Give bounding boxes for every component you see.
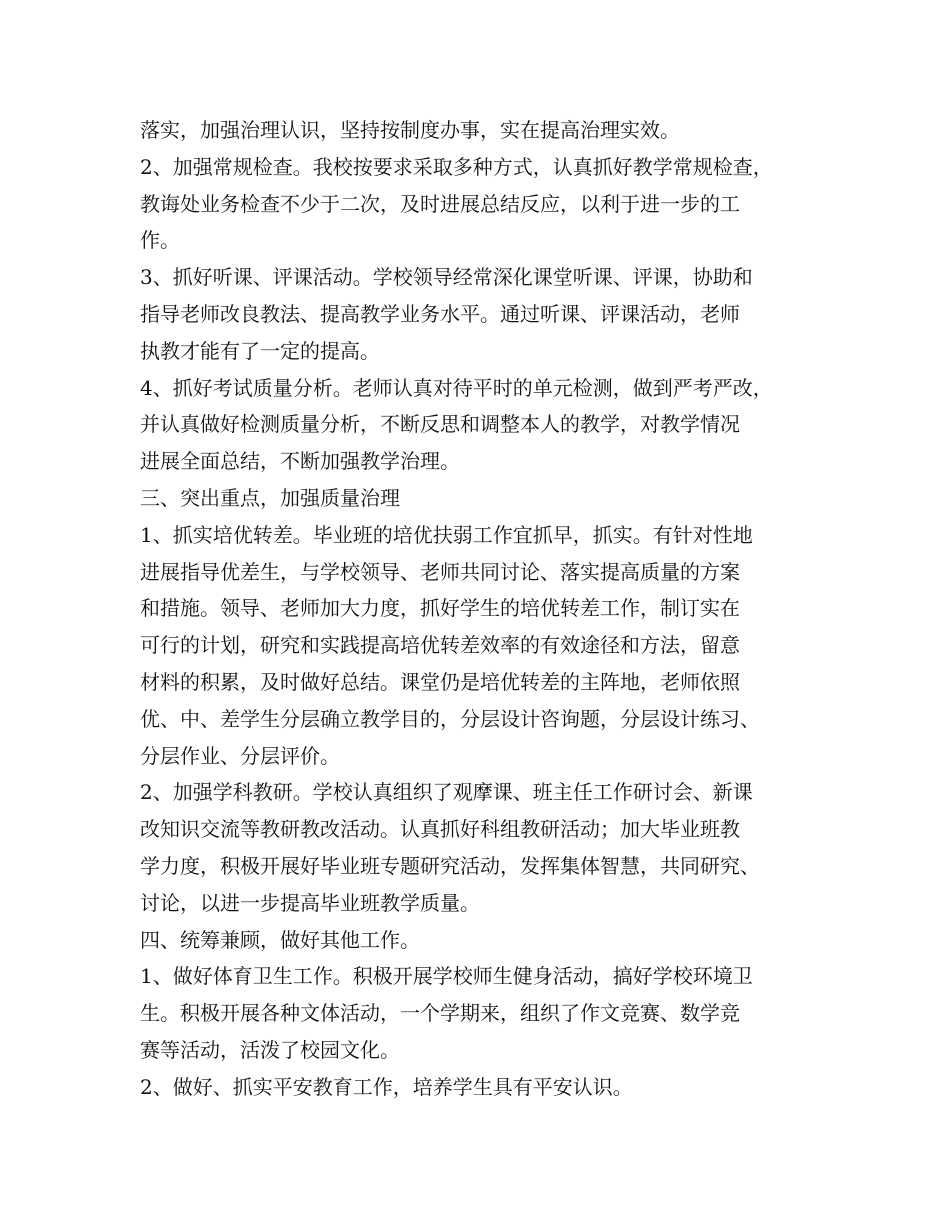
text-line-16: 材料的积累，及时做好总结。课堂仍是培优转差的主阵地，老师依照 [140,669,740,694]
text-line-9: 并认真做好检测质量分析，不断反思和调整本人的教学，对教学情况 [140,412,740,437]
text-line-21: 学力度，积极开展好毕业班专题研究活动，发挥集体智慧，共同研究、 [140,853,760,878]
document-body [140,112,830,1106]
text-line-18: 分层作业、分层评价。 [140,743,340,768]
text-line-15: 可行的计划，研究和实践提高培优转差效率的有效途径和方法，留意 [140,633,740,658]
text-line-22: 讨论，以进一步提高毕业班教学质量。 [140,890,480,915]
text-line-19: 2、加强学科教研。学校认真组织了观摩课、班主任工作研讨会、新课 [140,780,753,805]
text-line-14: 和措施。领导、老师加大力度，抓好学生的培优转差工作，制订实在 [140,596,740,621]
text-line-20: 改知识交流等教研教改活动。认真抓好科组教研活动；加大毕业班教 [140,817,740,842]
text-line-25: 生。积极开展各种文体活动，一个学期来，组织了作文竞赛、数学竞 [140,1001,740,1026]
text-line-4: 作。 [140,228,180,253]
text-line-27: 2、做好、抓实平安教育工作，培养学生具有平安认识。 [140,1074,633,1099]
text-line-3: 教诲处业务检查不少于二次，及时进展总结反应，以利于进一步的工 [140,191,740,216]
text-line-2: 2、加强常规检查。我校按要求采取多种方式，认真抓好教学常规检查， [140,154,773,179]
text-line-17: 优、中、差学生分层确立教学目的，分层设计咨询题，分层设计练习、 [140,706,760,731]
text-line-8: 4、抓好考试质量分析。老师认真对待平时的单元检测，做到严考严改， [140,375,773,400]
text-line-6: 指导老师改良教法、提高教学业务水平。通过听课、评课活动，老师 [140,301,740,326]
text-line-24: 1、做好体育卫生工作。积极开展学校师生健身活动，搞好学校环境卫 [140,964,753,989]
text-line-12: 1、抓实培优转差。毕业班的培优扶弱工作宜抓早，抓实。有针对性地 [140,522,753,547]
text-line-26: 赛等活动，活泼了校园文化。 [140,1037,400,1062]
text-line-1: 落实，加强治理认识，坚持按制度办事，实在提高治理实效。 [140,118,680,142]
text-line-13: 进展指导优差生，与学校领导、老师共同讨论、落实提高质量的方案 [140,559,740,584]
text-line-5: 3、抓好听课、评课活动。学校领导经常深化课堂听课、评课，协助和 [140,265,753,290]
text-line-7: 执教才能有了一定的提高。 [140,338,380,363]
text-line-10: 进展全面总结，不断加强教学治理。 [140,449,460,474]
section-heading-4: 四、统筹兼顾，做好其他工作。 [140,927,420,952]
section-heading-3: 三、突出重点，加强质量治理 [140,485,400,510]
